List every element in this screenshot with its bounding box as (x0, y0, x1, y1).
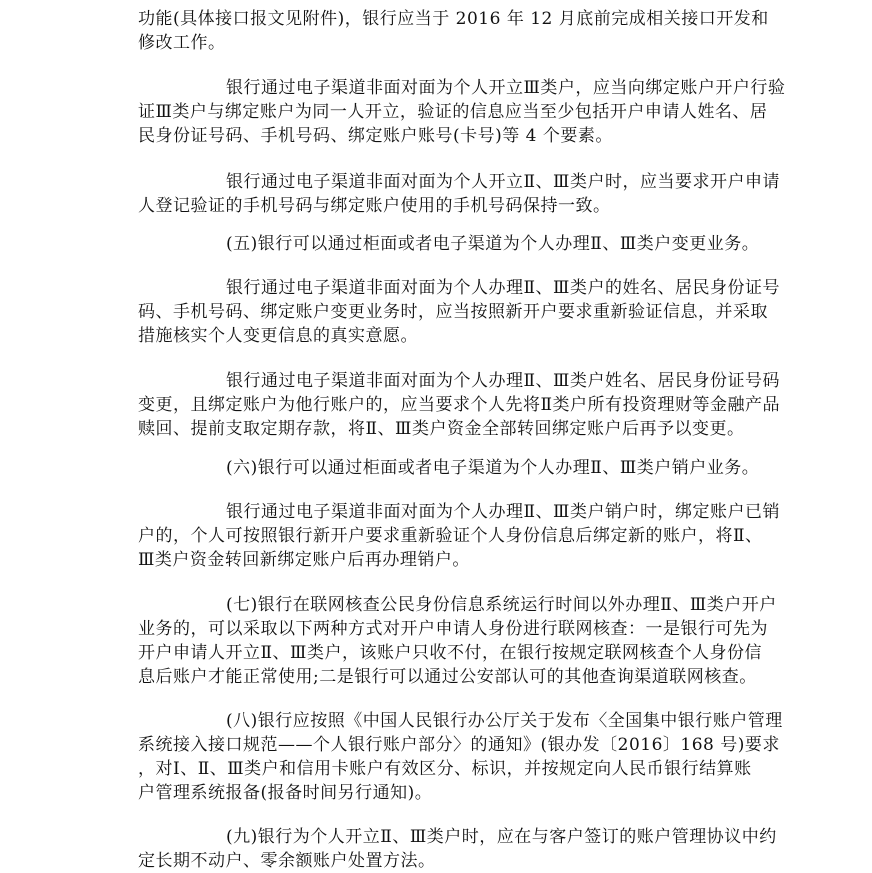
text-line: 系统接入接口规范——个人银行账户部分〉的通知》(银办发〔2016〕168 号)要求 (138, 735, 780, 755)
paragraph-section-6 (138, 456, 818, 480)
text-line: 变更，且绑定账户为他行账户的，应当要求个人先将Ⅱ类户所有投资理财等金融产品 (138, 395, 781, 415)
text-line: (五)银行可以通过柜面或者电子渠道为个人办理Ⅱ、Ⅲ类户变更业务。 (226, 234, 760, 254)
text-line: 银行通过电子渠道非面对面为个人开立Ⅱ、Ⅲ类户时，应当要求开户申请 (226, 172, 780, 192)
text-line: 措施核实个人变更信息的真实意愿。 (138, 326, 418, 346)
paragraph-phone-consistency (138, 170, 818, 218)
text-line: 银行通过电子渠道非面对面为个人办理Ⅱ、Ⅲ类户的姓名、居民身份证号 (226, 278, 780, 298)
text-line: 赎回、提前支取定期存款，将Ⅱ、Ⅲ类户资金全部转回绑定账户后再予以变更。 (138, 419, 745, 439)
text-line: 息后账户才能正常使用;二是银行可以通过公安部认可的其他查询渠道联网核查。 (138, 667, 757, 687)
text-line: 银行通过电子渠道非面对面为个人办理Ⅱ、Ⅲ类户姓名、居民身份证号码 (226, 371, 780, 391)
paragraph-class3-verification (138, 76, 818, 148)
text-line: 户的，个人可按照银行新开户要求重新验证个人身份信息后绑定新的账户，将Ⅱ、 (138, 526, 763, 546)
text-line: 定长期不动户、零余额账户处置方法。 (138, 851, 436, 871)
text-line: (六)银行可以通过柜面或者电子渠道为个人办理Ⅱ、Ⅲ类户销户业务。 (226, 458, 760, 478)
paragraph-interface-deadline (138, 7, 818, 55)
paragraph-change-other-bank (138, 369, 818, 441)
paragraph-section-8 (138, 709, 818, 805)
paragraph-close-account (138, 500, 818, 572)
text-line: (九)银行为个人开立Ⅱ、Ⅲ类户时，应在与客户签订的账户管理协议中约 (226, 827, 777, 847)
text-line: 功能(具体接口报文见附件)，银行应当于 2016 年 12 月底前完成相关接口开发和 (138, 9, 769, 29)
text-line: 证Ⅲ类户与绑定账户为同一人开立，验证的信息应当至少包括开户申请人姓名、居 (138, 102, 768, 122)
text-line: ，对Ⅰ、Ⅱ、Ⅲ类户和信用卡账户有效区分、标识，并按规定向人民币银行结算账 (138, 759, 752, 779)
paragraph-change-info (138, 276, 818, 348)
text-line: 银行通过电子渠道非面对面为个人办理Ⅱ、Ⅲ类户销户时，绑定账户已销 (226, 502, 780, 522)
text-line: 户管理系统报备(报备时间另行通知)。 (138, 783, 433, 803)
text-line: 业务的，可以采取以下两种方式对开户申请人身份进行联网核查：一是银行可先为 (138, 619, 768, 639)
text-line: (七)银行在联网核查公民身份信息系统运行时间以外办理Ⅱ、Ⅲ类户开户 (226, 595, 777, 615)
paragraph-section-9 (138, 825, 818, 873)
text-line: (八)银行应按照《中国人民银行办公厅关于发布〈全国集中银行账户管理 (226, 711, 783, 731)
text-line: 银行通过电子渠道非面对面为个人开立Ⅲ类户，应当向绑定账户开户行验 (226, 78, 786, 98)
paragraph-section-5 (138, 232, 818, 256)
text-line: Ⅲ类户资金转回新绑定账户后再办理销户。 (138, 550, 470, 570)
paragraph-section-7 (138, 593, 818, 689)
text-line: 人登记验证的手机号码与绑定账户使用的手机号码保持一致。 (138, 196, 611, 216)
text-line: 民身份证号码、手机号码、绑定账户账号(卡号)等 4 个要素。 (138, 126, 613, 146)
text-line: 码、手机号码、绑定账户变更业务时，应当按照新开户要求重新验证信息，并采取 (138, 302, 768, 322)
text-line: 修改工作。 (138, 33, 226, 53)
text-line: 开户申请人开立Ⅱ、Ⅲ类户，该账户只收不付，在银行按规定联网核查个人身份信 (138, 643, 762, 663)
